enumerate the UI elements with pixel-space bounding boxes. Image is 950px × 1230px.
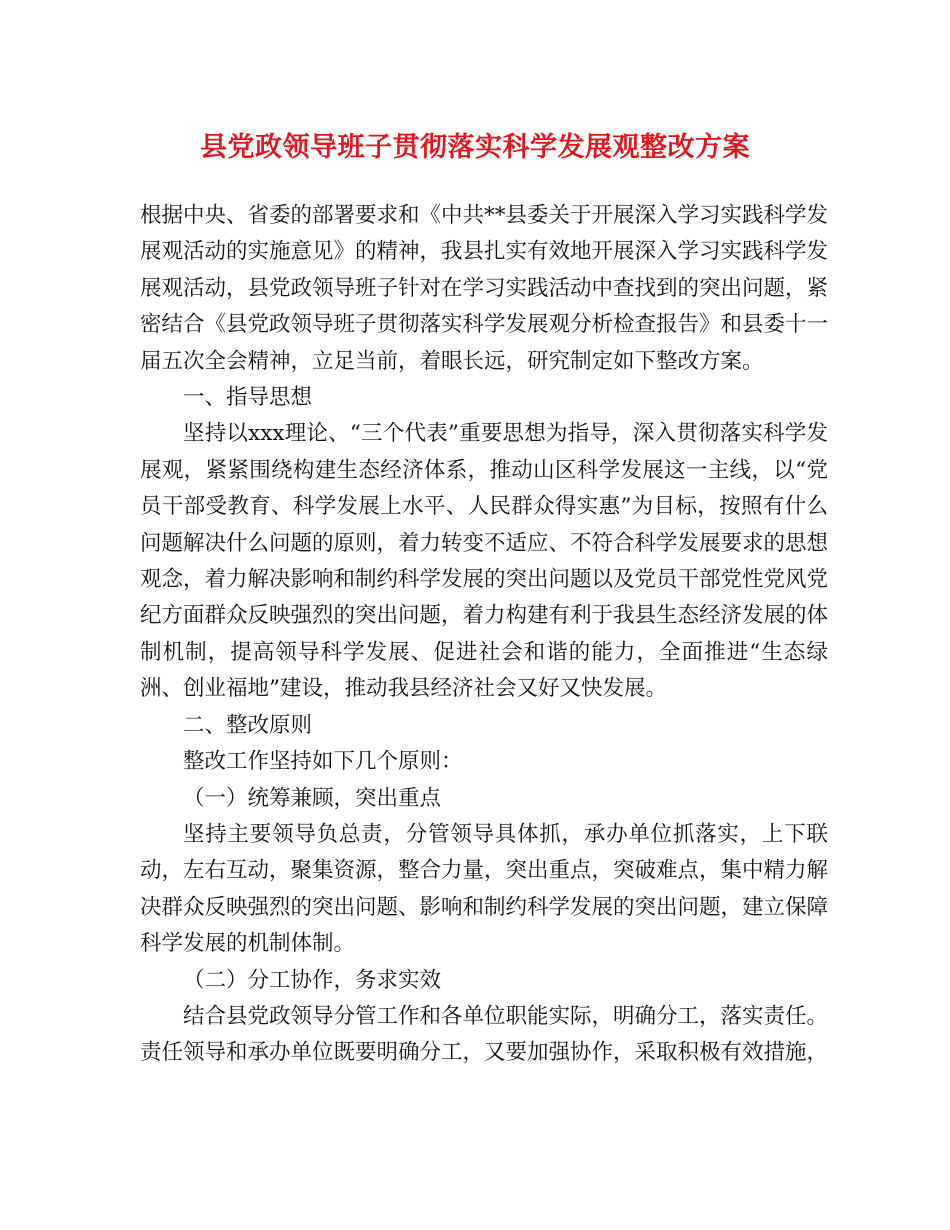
subsection-1-paragraph: 坚持主要领导负总责，分管领导具体抓，承办单位抓落实，上下联动，左右互动，聚集资源，整合力量，突出重点，突破难点，集中精力解决群众反映强烈的突出问题、影响和制约科学发展的突出问题，建立保障科学发展的机制体制。 — [140, 821, 829, 957]
intro-paragraph: 根据中央、省委的部署要求和《中共**县委关于开展深入学习实践科学发展观活动的实施意见》的精神，我县扎实有效地开展深入学习实践科学发展观活动，县党政领导班子针对在学习实践活动中查找到的突出问题，紧密结合《县党政领导班子贯彻落实科学发展观分析检查报告》和县委十一届五次全会精神，立足当前，着眼长远，研究制定如下整改方案。 — [140, 203, 829, 374]
document-title: 县党政领导班子贯彻落实科学发展观整改方案 — [200, 132, 750, 163]
subsection-heading-2: （二）分工协作，务求实效 — [183, 967, 442, 993]
document-body — [140, 198, 828, 1072]
section-heading-principles: 二、整改原则 — [183, 712, 313, 738]
subsection-2-paragraph: 结合县党政领导分管工作和各单位职能实际，明确分工，落实责任。责任领导和承办单位既要明确分工，又要加强协作，采取积极有效措施， — [140, 1003, 829, 1066]
subsection-heading-1: （一）统筹兼顾，突出重点 — [183, 785, 442, 811]
principles-intro-paragraph: 整改工作坚持如下几个原则： — [183, 749, 463, 775]
guiding-ideology-paragraph: 坚持以xxx理论、“三个代表”重要思想为指导，深入贯彻落实科学发展观，紧紧围绕构建生态经济体系，推动山区科学发展这一主线，以“党员干部受教育、科学发展上水平、人民群众得实惠”为目标，按照有什么问题解决什么问题的原则，着力转变不适应、不符合科学发展要求的思想观念，着力解决影响和制约科学发展的突出问题以及党员干部党性党风党纪方面群众反映强烈的突出问题，着力构建有利于我县生态经济发展的体制机制，提高领导科学发展、促进社会和谐的能力，全面推进“生态绿洲、创业福地”建设，推动我县经济社会又好又快发展。 — [140, 421, 829, 702]
section-heading-guiding-ideology: 一、指导思想 — [183, 385, 313, 411]
